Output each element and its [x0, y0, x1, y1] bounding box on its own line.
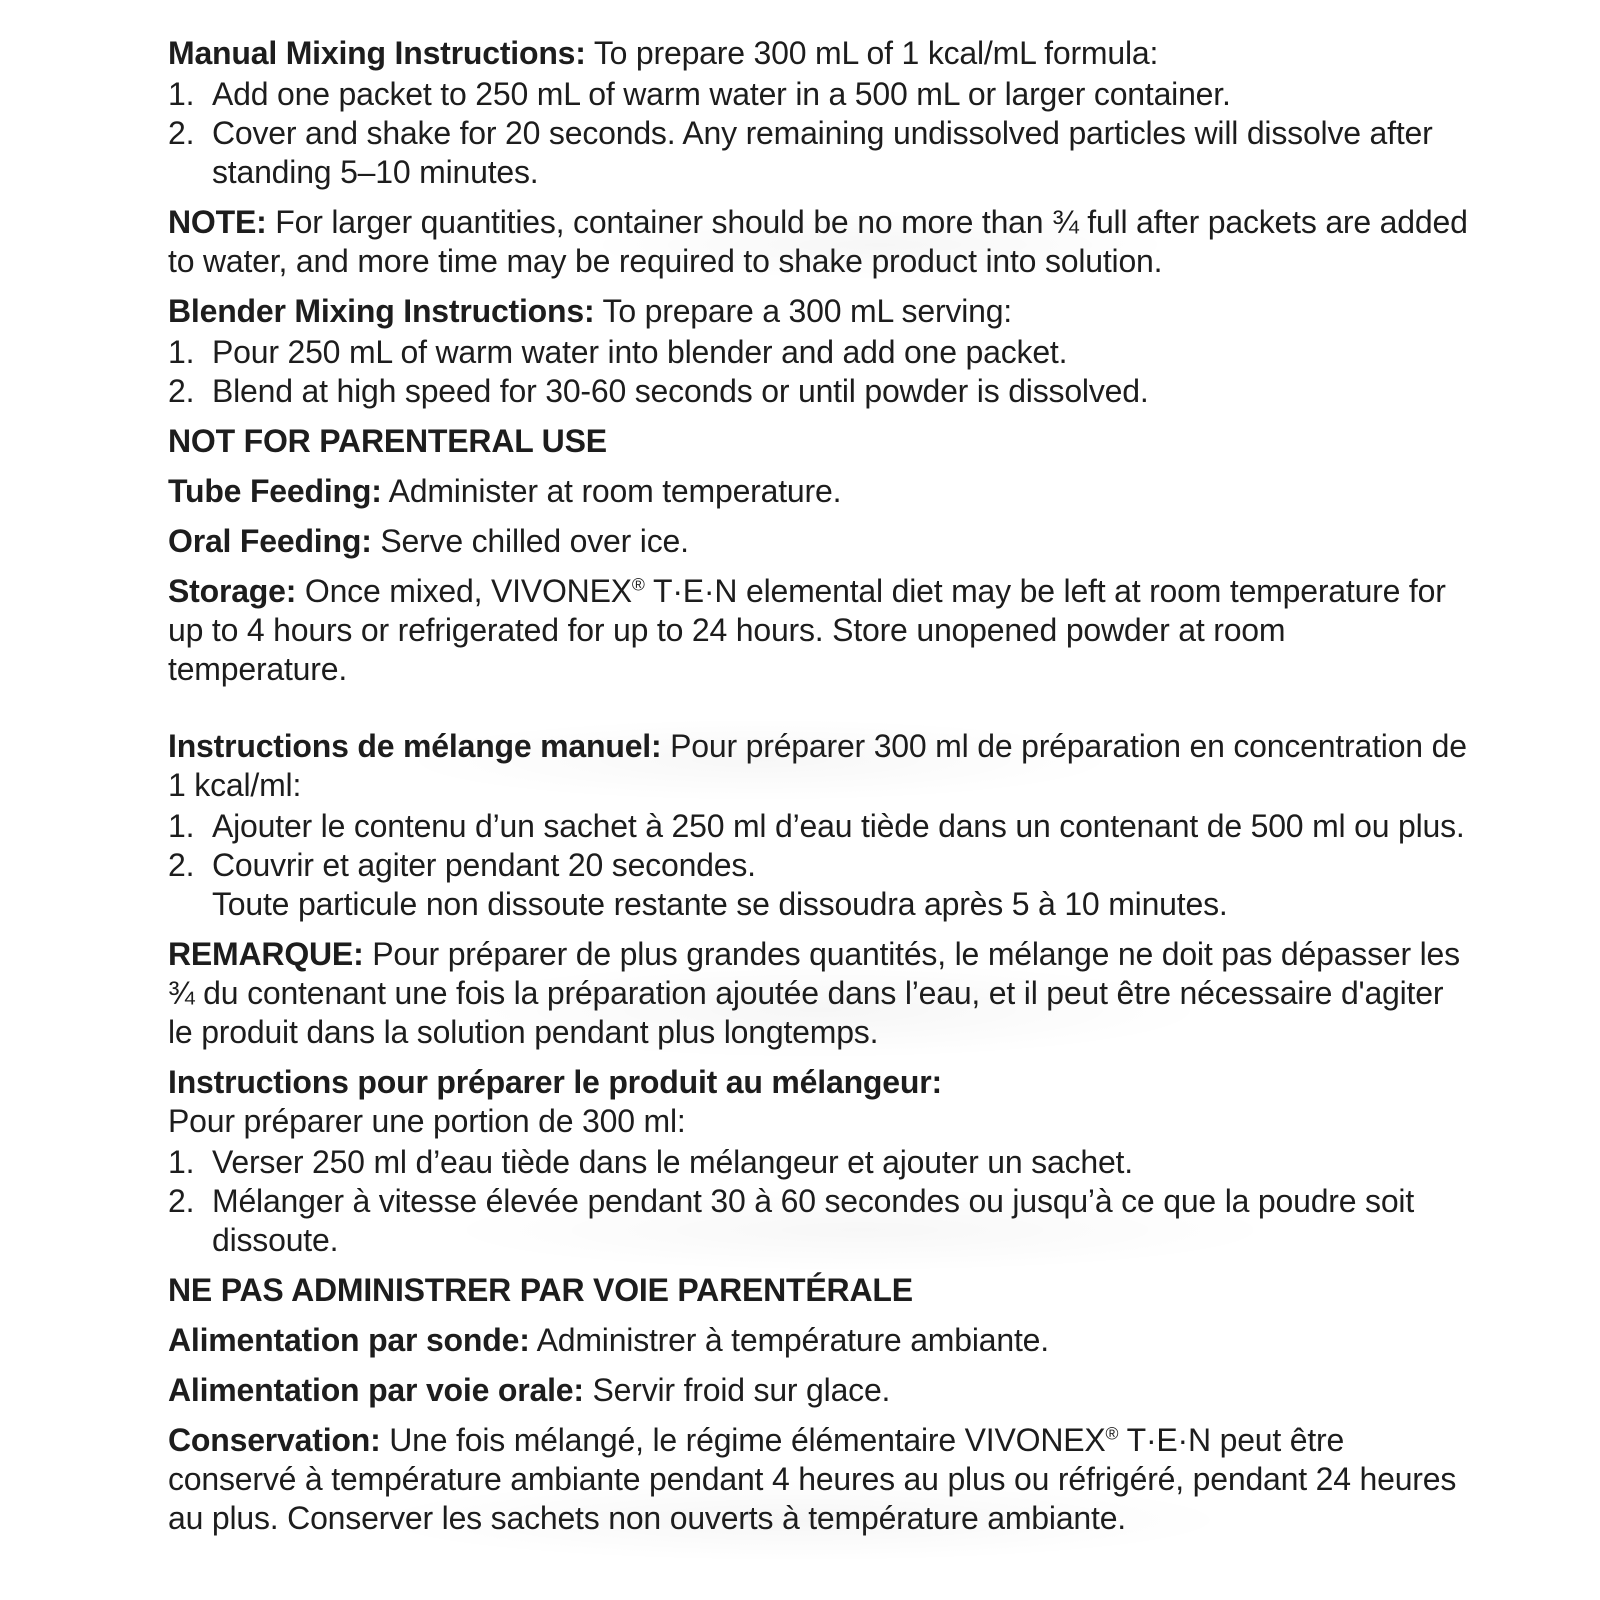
note-label: NOTE: — [168, 204, 267, 240]
storage-paragraph — [168, 572, 1468, 689]
step-number: 2. — [168, 373, 195, 409]
fr-conservation-text-1: Une fois mélangé, le régime élémentaire VIVONEX — [380, 1422, 1106, 1458]
step-text — [212, 846, 1468, 924]
fr-manual-step-2 — [168, 846, 1468, 924]
manual-mixing-steps — [168, 75, 1468, 192]
oral-feeding-paragraph — [168, 522, 1468, 561]
fr-manual-mixing-intro: Pour préparer 300 ml de préparation en concentration de 1 kcal/ml: — [168, 728, 1467, 803]
manual-mixing-intro: To prepare 300 mL of 1 kcal/mL formula: — [585, 35, 1159, 71]
step-number: 2. — [168, 847, 195, 883]
step-number: 1. — [168, 334, 195, 370]
step-text: Pour 250 mL of warm water into blender and add one packet. — [212, 334, 1068, 370]
tube-feeding-text: Administer at room temperature. — [381, 473, 842, 509]
step-number: 1. — [168, 76, 195, 112]
french-section — [168, 727, 1468, 1538]
note-paragraph — [168, 203, 1468, 281]
manual-step-1 — [168, 75, 1468, 114]
fr-remarque-text: Pour préparer de plus grandes quantités, le mélange ne doit pas dépasser les ¾ du contenant une fois la préparation ajoutée dans l’eau, et il peut être nécessaire d'agiter le produit dans la solution pendant plus longtemps. — [168, 936, 1460, 1050]
step-number: 1. — [168, 808, 195, 844]
fr-blender-step-1 — [168, 1143, 1468, 1182]
fr-conservation-text-2: T·E·N peut être conservé à température ambiante pendant 4 heures au plus ou réfrigéré, pendant 24 heures au plus. Conserver les sachets non ouverts à température ambiante. — [168, 1422, 1457, 1536]
blender-step-2 — [168, 372, 1468, 411]
fr-tube-feeding-paragraph — [168, 1321, 1468, 1360]
fr-manual-mixing-heading-paragraph — [168, 727, 1468, 805]
fr-oral-feeding-label: Alimentation par voie orale: — [168, 1372, 584, 1408]
step-text: Ajouter le contenu d’un sachet à 250 ml d’eau tiède dans un contenant de 500 ml ou plus. — [212, 808, 1465, 844]
fr-remarque-label: REMARQUE: — [168, 936, 364, 972]
blender-mixing-intro: To prepare a 300 mL serving: — [594, 293, 1012, 329]
fr-blender-mixing-steps — [168, 1143, 1468, 1260]
tube-feeding-paragraph — [168, 472, 1468, 511]
step-text: Verser 250 ml d’eau tiède dans le mélangeur et ajouter un sachet. — [212, 1144, 1133, 1180]
blender-mixing-heading: Blender Mixing Instructions: — [168, 293, 595, 329]
fr-blender-mixing-heading: Instructions pour préparer le produit au mélangeur: — [168, 1064, 942, 1100]
blender-mixing-steps — [168, 333, 1468, 411]
note-text: For larger quantities, container should be no more than ¾ full after packets are added to water, and more time may be required to shake product into solution. — [168, 204, 1468, 279]
manual-step-2 — [168, 114, 1468, 192]
fr-tube-feeding-label: Alimentation par sonde: — [168, 1322, 530, 1358]
step-text: Add one packet to 250 mL of warm water in a 500 mL or larger container. — [212, 76, 1231, 112]
manual-mixing-heading-paragraph — [168, 34, 1468, 73]
step-text: Blend at high speed for 30-60 seconds or until powder is dissolved. — [212, 373, 1149, 409]
storage-text-2: T·E·N elemental diet may be left at room temperature for up to 4 hours or refrigerated for up to 24 hours. Store unopened powder at room temperature. — [168, 573, 1446, 687]
not-for-parenteral-heading: NOT FOR PARENTERAL USE — [168, 423, 607, 459]
storage-text-1: Once mixed, VIVONEX — [296, 573, 632, 609]
blender-step-1 — [168, 333, 1468, 372]
manual-mixing-heading: Manual Mixing Instructions: — [168, 35, 586, 71]
fr-not-for-parenteral-heading: NE PAS ADMINISTRER PAR VOIE PARENTÉRALE — [168, 1272, 913, 1308]
step-number: 2. — [168, 115, 195, 151]
fr-manual-mixing-heading: Instructions de mélange manuel: — [168, 728, 662, 764]
english-section — [168, 34, 1468, 689]
blender-mixing-heading-paragraph — [168, 292, 1468, 331]
registered-trademark-icon: ® — [1105, 1423, 1119, 1444]
fr-tube-feeding-text: Administrer à température ambiante. — [529, 1322, 1049, 1358]
fr-blender-heading-group — [168, 1063, 1468, 1141]
oral-feeding-text: Serve chilled over ice. — [371, 523, 689, 559]
fr-conservation-paragraph — [168, 1421, 1468, 1538]
label-content — [168, 34, 1468, 1549]
fr-remarque-paragraph — [168, 935, 1468, 1052]
oral-feeding-label: Oral Feeding: — [168, 523, 372, 559]
fr-manual-mixing-steps — [168, 807, 1468, 924]
storage-label: Storage: — [168, 573, 297, 609]
step-text: Mélanger à vitesse élevée pendant 30 à 60 secondes ou jusqu’à ce que la poudre soit dissoute. — [212, 1183, 1415, 1258]
registered-trademark-icon: ® — [631, 574, 645, 595]
step-line-1: Couvrir et agiter pendant 20 secondes. — [212, 847, 756, 883]
fr-manual-step-1 — [168, 807, 1468, 846]
step-number: 1. — [168, 1144, 195, 1180]
fr-blender-mixing-intro: Pour préparer une portion de 300 ml: — [168, 1103, 686, 1139]
step-number: 2. — [168, 1183, 195, 1219]
fr-oral-feeding-text: Servir froid sur glace. — [583, 1372, 891, 1408]
fr-blender-step-2 — [168, 1182, 1468, 1260]
step-line-2: Toute particule non dissoute restante se dissoudra après 5 à 10 minutes. — [212, 886, 1228, 922]
tube-feeding-label: Tube Feeding: — [168, 473, 382, 509]
fr-oral-feeding-paragraph — [168, 1371, 1468, 1410]
step-text: Cover and shake for 20 seconds. Any remaining undissolved particles will dissolve after standing 5–10 minutes. — [212, 115, 1433, 190]
fr-conservation-label: Conservation: — [168, 1422, 381, 1458]
